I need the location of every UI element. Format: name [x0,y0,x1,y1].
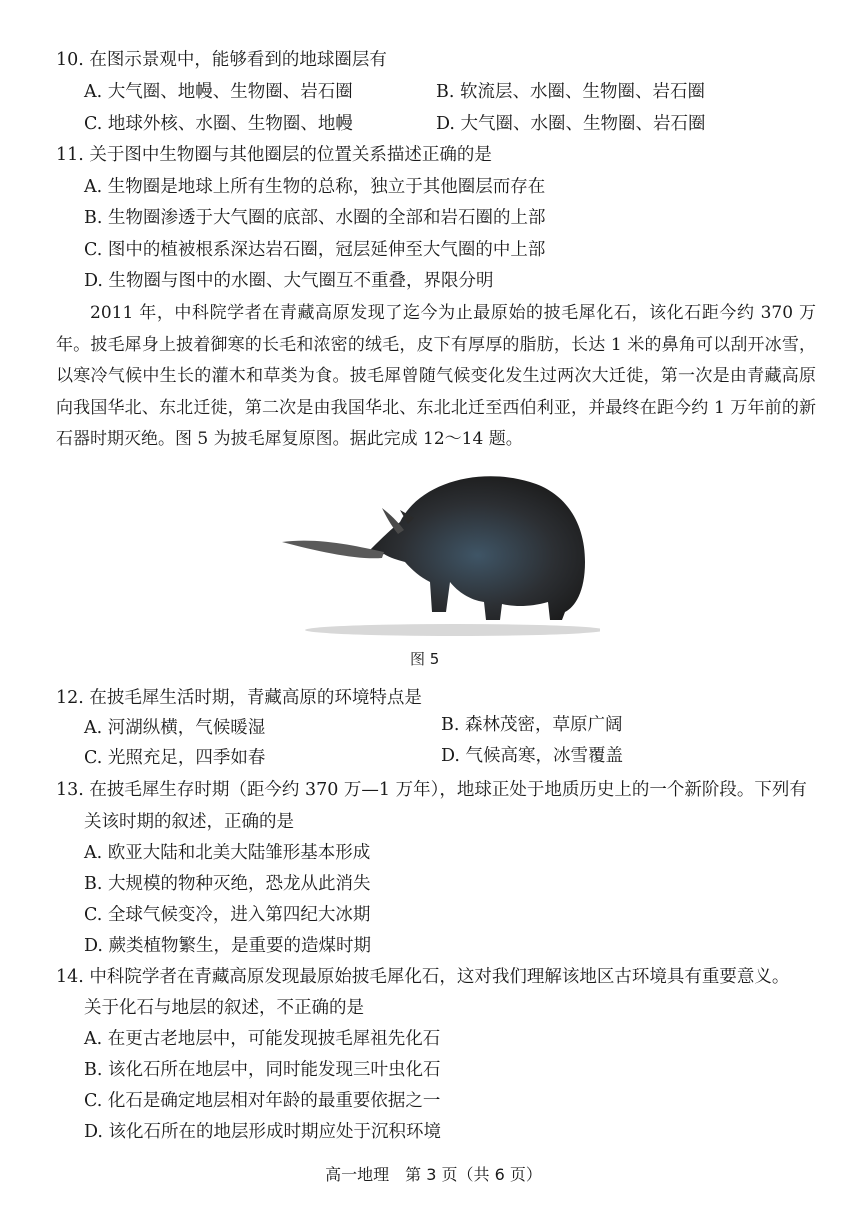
question-13-option-c: C. 全球气候变冷，进入第四纪大冰期 [84,905,371,925]
question-11-option-c: C. 图中的植被根系深达岩石圈，冠层延伸至大气圈的中上部 [84,240,546,260]
question-12-option-a: A. 河湖纵横，气候暖湿 [84,718,266,738]
question-13-option-a: A. 欧亚大陆和北美大陆雏形基本形成 [84,843,371,863]
question-14-option-b: B. 该化石所在地层中，同时能发现三叶虫化石 [84,1060,441,1080]
question-14-stem-line1: 14. 中科院学者在青藏高原发现最原始披毛犀化石，这对我们理解该地区古环境具有重要意义。 [56,967,790,987]
page-footer: 高一地理 第 3 页（共 6 页） [325,1165,542,1184]
question-11-stem: 11. 关于图中生物圈与其他圈层的位置关系描述正确的是 [56,145,492,165]
question-11-option-a: A. 生物圈是地球上所有生物的总称，独立于其他圈层而存在 [84,177,546,197]
question-12-option-c: C. 光照充足，四季如春 [84,748,266,768]
rhino-body [370,476,585,620]
question-13-option-d: D. 蕨类植物繁生，是重要的造煤时期 [84,936,372,956]
question-14-option-c: C. 化石是确定地层相对年龄的最重要依据之一 [84,1091,441,1111]
question-13-stem-line1: 13. 在披毛犀生存时期（距今约 370 万—1 万年），地球正处于地质历史上的一个新阶段。下列有 [56,780,807,800]
question-11-option-b: B. 生物圈渗透于大气圈的底部、水圈的全部和岩石圈的上部 [84,208,546,228]
reading-passage [56,298,816,456]
figure-caption: 图 5 [410,650,440,668]
question-10-option-a: A. 大气圈、地幔、生物圈、岩石圈 [84,82,353,102]
question-14-option-d: D. 该化石所在的地层形成时期应处于沉积环境 [84,1122,442,1142]
woolly-rhino-illustration [280,462,600,642]
question-14-stem-line2: 关于化石与地层的叙述，不正确的是 [84,998,364,1018]
question-10-option-d: D. 大气圈、水圈、生物圈、岩石圈 [436,114,706,134]
ground-shadow [305,624,600,636]
passage-text: 2011 年，中科院学者在青藏高原发现了迄今为止最原始的披毛犀化石，该化石距今约 370 万年。披毛犀身上披着御寒的长毛和浓密的绒毛，皮下有厚厚的脂肪，长达 1 米的鼻角可以刮开冰雪，以寒冷气候中生长的灌木和草类为食。披毛犀曾随气候变化发生过两次大迁徙，第一次是由青藏高原向我国华北、东北迁徙，第二次是由我国华北、东北北迁至西伯利亚，并最终在距今约 1 万年前的新石器时期灭绝。图 5 为披毛犀复原图。据此完成 12～14 题。 [56,303,816,449]
question-12-stem: 12. 在披毛犀生活时期，青藏高原的环境特点是 [56,688,422,708]
question-12-option-d: D. 气候高寒，冰雪覆盖 [441,746,624,766]
question-10-option-c: C. 地球外核、水圈、生物圈、地幔 [84,114,353,134]
question-10-option-b: B. 软流层、水圈、生物圈、岩石圈 [436,82,705,102]
question-13-stem-line2: 关该时期的叙述，正确的是 [84,812,294,832]
question-12-option-b: B. 森林茂密，草原广阔 [441,715,623,735]
rhino-front-horn [282,541,384,559]
question-11-option-d: D. 生物圈与图中的水圈、大气圈互不重叠，界限分明 [84,271,494,291]
question-13-option-b: B. 大规模的物种灭绝，恐龙从此消失 [84,874,371,894]
question-14-option-a: A. 在更古老地层中，可能发现披毛犀祖先化石 [84,1029,441,1049]
question-10-stem: 10. 在图示景观中，能够看到的地球圈层有 [56,50,387,70]
